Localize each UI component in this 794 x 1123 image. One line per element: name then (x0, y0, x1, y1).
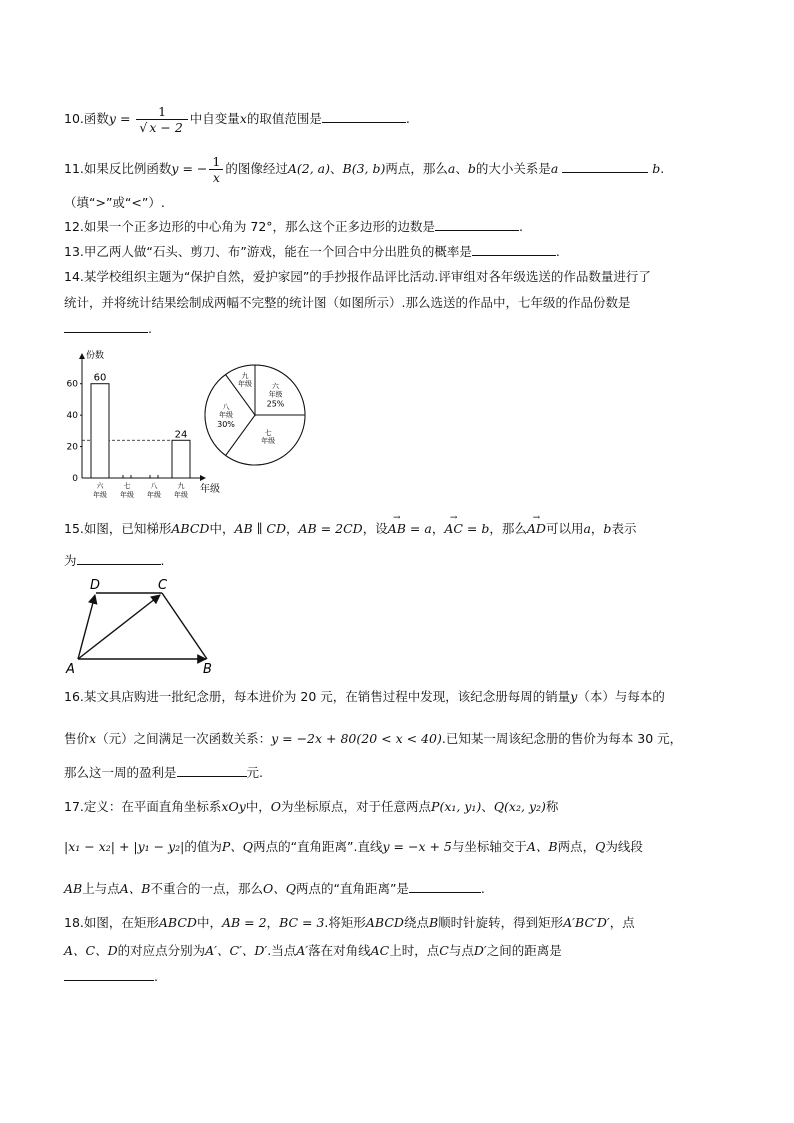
q18-end: . (154, 969, 158, 984)
q16-line2c: .已知某一周该纪念册的售价为每本 30 元， (441, 731, 683, 746)
q15-comma2: ， (431, 521, 445, 536)
q18-line1c: .将矩形 (324, 915, 366, 930)
q17-line3c: 两点的“直角距离”是 (295, 881, 409, 896)
q18-line1b: 中， (196, 915, 222, 930)
q17-PQ: P、Q (221, 839, 254, 854)
x-tick-label: 八 (150, 482, 158, 490)
q15-parallel: ∥ (252, 521, 267, 536)
q11-end: . (660, 161, 665, 176)
x-tick-label: 七 (123, 482, 131, 490)
answer-blank[interactable] (472, 243, 556, 256)
segment-CB (162, 593, 207, 659)
answer-blank[interactable] (322, 110, 406, 123)
q11-eq: = − (178, 161, 208, 176)
pie-percent: 30% (217, 420, 235, 429)
y-axis-arrow (79, 353, 85, 359)
q11-a: a (447, 161, 456, 176)
y-tick-label: 0 (72, 474, 78, 484)
label-C: C (158, 578, 168, 593)
q17-line2e: 为线段 (605, 839, 643, 854)
q17-line2b: 两点的“直角距离”.直线 (253, 839, 383, 854)
q15-post2: 表示 (611, 521, 637, 536)
q11-post: 的大小关系是 (475, 161, 551, 176)
q15-then: ，那么 (489, 521, 527, 536)
question-14-line2 (64, 294, 630, 312)
q11-b2: b (652, 161, 661, 176)
answer-blank[interactable] (562, 160, 648, 173)
question-13 (64, 243, 560, 261)
answer-blank[interactable] (77, 552, 161, 565)
question-17-line1 (64, 798, 558, 816)
q10-x: x (239, 111, 247, 126)
q18-line2e: 上时，点 (389, 943, 440, 958)
q17-AB3: A、B (119, 881, 151, 896)
q11-frac-num: 1 (209, 154, 223, 170)
q18-B: B (428, 915, 439, 930)
q17-line-eq: y = −x + 5 (382, 839, 452, 854)
q11-a2: a (550, 161, 559, 176)
question-17-line3 (64, 880, 485, 898)
q11-frac-den: x (212, 170, 220, 185)
q17-number: 17. (64, 799, 84, 814)
q18-line2a: A、C、D (64, 943, 118, 958)
q17-xOy: xOy (221, 799, 246, 814)
q17-line2c: 与坐标轴交于 (451, 839, 527, 854)
q10-post: 的取值范围是 (246, 111, 322, 126)
pie-label: 年级 (261, 436, 276, 445)
q17-line1b: 中， (245, 799, 271, 814)
vector-AC (78, 595, 160, 659)
q16-x: x (89, 731, 97, 746)
pie-chart (200, 360, 310, 470)
question-18-line3 (64, 968, 158, 986)
question-12 (64, 218, 523, 236)
bar (91, 384, 109, 478)
q18-number: 18. (64, 915, 84, 930)
x-axis-arrow (200, 475, 206, 481)
y-axis-label: 份数 (86, 351, 105, 361)
q17-Q: Q(x₂, y₂) (493, 799, 546, 814)
label-D: D (90, 578, 101, 593)
q15-number: 15. (64, 521, 84, 536)
data-label: 24 (174, 429, 188, 441)
question-11 (64, 154, 664, 185)
q18-line1f: ，点 (609, 915, 635, 930)
q15-comma3: ， (590, 521, 604, 536)
q16-line2b: （元）之间满足一次函数关系： (96, 731, 272, 746)
q18-line2f: 与点 (448, 943, 474, 958)
q17-sep: 、 (481, 799, 494, 814)
question-18-line1 (64, 914, 635, 932)
q10-number: 10. (64, 111, 84, 126)
q15-mid: 中， (209, 521, 235, 536)
pie-label: 八 (222, 403, 230, 411)
q10-text: 函数 (83, 111, 109, 126)
q17-line2d: 两点， (557, 839, 596, 854)
q10-end: . (405, 111, 410, 126)
q15-AB: AB (234, 521, 253, 536)
q17-OQ: O、Q (262, 881, 296, 896)
answer-blank[interactable] (409, 880, 481, 893)
trapezoid-diagram (60, 575, 230, 675)
q18-line1a: 如图，在矩形 (83, 915, 159, 930)
question-14-line1 (64, 268, 651, 286)
q16-number: 16. (64, 689, 84, 704)
q15-a: a (583, 521, 591, 536)
q15-let: ，设 (362, 521, 388, 536)
q14-number: 14. (64, 269, 84, 284)
q10-fraction: $\frac{1}{√ x - 2}$ (136, 104, 187, 135)
q18-ABCD2: ABCD (365, 915, 404, 930)
q16-line2a: 售价 (64, 731, 90, 746)
question-17-line2 (64, 838, 643, 856)
pie-label: 年级 (268, 390, 283, 399)
q15-eq-a: = a (405, 521, 432, 536)
q13-text: 甲乙两人做“石头、剪刀、布”游戏，能在一个回合中分出胜负的概率是 (83, 244, 472, 259)
q17-line3a: 上与点 (82, 881, 120, 896)
answer-blank[interactable] (64, 968, 154, 981)
question-16-line3 (64, 764, 263, 782)
q10-y: y (108, 111, 116, 126)
y-tick-label: 20 (66, 442, 78, 453)
pie-label: 年级 (219, 411, 233, 419)
q16-function: y = −2x + 80(20 < x < 40) (271, 731, 442, 746)
q11-mid2: 两点，那么 (385, 161, 448, 176)
x-axis-label: 年级 (200, 484, 220, 495)
bar (172, 440, 190, 478)
q11-B-coord: (3, b) (351, 161, 386, 176)
vector-AD (78, 595, 95, 659)
q15-comma: ， (286, 521, 299, 536)
q13-end: . (555, 244, 560, 259)
answer-blank[interactable] (64, 320, 148, 333)
q18-pts: A′、C′、D′ (205, 943, 268, 958)
q15-CD: CD (266, 521, 286, 536)
q18-BC: BC = 3 (279, 915, 325, 930)
q16-line3: 那么这一周的盈利是 (64, 765, 177, 780)
x-tick-label: 年级 (147, 491, 161, 499)
q15-vec-AC: → AC (444, 520, 463, 538)
y-tick-label: 40 (66, 411, 78, 422)
q13-number: 13. (64, 244, 84, 259)
x-tick-label: 年级 (174, 491, 188, 499)
q10-eq: = (115, 111, 135, 126)
q15-ABCD: ABCD (171, 521, 210, 536)
question-10 (64, 104, 410, 135)
q11-number: 11. (64, 161, 84, 176)
q18-line2d: 落在对角线 (308, 943, 371, 958)
x-tick-label: 九 (177, 482, 185, 490)
q17-O: O (270, 799, 282, 814)
q17-line3b: 不重合的一点，那么 (150, 881, 263, 896)
q11-A: A (287, 161, 297, 176)
q17-end: . (480, 881, 485, 896)
q15-line2: 为 (64, 553, 77, 568)
pie-label: 九 (241, 372, 249, 381)
label-A: A (66, 662, 75, 675)
pie-label: 六 (272, 382, 280, 391)
q18-rect2: A′BC′D′ (563, 915, 610, 930)
q14-line1: 某学校组织主题为“保护自然，爱护家园”的手抄报作品评比活动.评审组对各年级选送的作品数量进行了 (83, 269, 651, 284)
q16-unit: 元. (246, 765, 263, 780)
q11-y: y (171, 161, 179, 176)
q18-comma: ， (266, 915, 280, 930)
q11-fraction (209, 154, 223, 185)
q18-line1e: 顺时针旋转，得到矩形 (438, 915, 564, 930)
q11-A-coord: (2, a) (296, 161, 330, 176)
q17-AB2: AB (64, 881, 83, 896)
question-15 (64, 520, 636, 538)
question-15-line2 (64, 552, 165, 570)
q15-eq-b: = b (462, 521, 490, 536)
q15-eq1: AB = 2CD (298, 521, 363, 536)
x-tick-label: 六 (96, 482, 104, 490)
q12-number: 12. (64, 219, 84, 234)
question-16-line1 (64, 688, 665, 706)
pie-label: 年级 (237, 380, 252, 389)
q17-Q2: Q (595, 839, 606, 854)
q11-text: 如果反比例函数 (83, 161, 172, 176)
label-B: B (203, 662, 212, 675)
q10-frac-den: x − 2 (149, 120, 183, 135)
q15-end: . (160, 553, 165, 568)
x-tick-label: 年级 (120, 491, 134, 499)
pie-label: 七 (264, 428, 272, 437)
q16-line1b: （本）与每本的 (577, 689, 665, 704)
q11-hint: （填“>”或“<”）. (64, 195, 165, 210)
q15-post: 可以用 (545, 521, 584, 536)
question-18-line2 (64, 942, 562, 960)
q11-B: B (342, 161, 352, 176)
answer-blank[interactable] (435, 218, 519, 231)
q18-AC: AC (370, 943, 390, 958)
question-11-hint (64, 194, 165, 212)
q18-line1d: 绕点 (403, 915, 429, 930)
q18-A2: A′ (296, 943, 309, 958)
data-label: 60 (93, 372, 107, 384)
q18-AB: AB = 2 (221, 915, 267, 930)
q17-line1c: 为坐标原点，对于任意两点 (281, 799, 432, 814)
q18-line2g: 之间的距离是 (486, 943, 562, 958)
q15-vec-AB: → AB (388, 520, 406, 538)
q10-mid: 中自变量 (189, 111, 240, 126)
q11-sep: 、 (329, 161, 343, 176)
question-14-line3 (64, 320, 152, 338)
question-16-line2 (64, 730, 682, 748)
q11-sep2: 、 (455, 161, 468, 176)
x-tick-label: 年级 (93, 491, 107, 499)
q14-end: . (148, 321, 152, 336)
q17-line1a: 定义：在平面直角坐标系 (83, 799, 222, 814)
q18-D2: D′ (473, 943, 487, 958)
q18-line2b: 的对应点分别为 (117, 943, 206, 958)
q17-distance-formula: |x₁ − x₂| + |y₁ − y₂| (64, 839, 185, 854)
q16-line1: 某文具店购进一批纪念册，每本进价为 20 元，在销售过程中发现，该纪念册每周的销量 (83, 689, 571, 704)
q17-line1d: 称 (545, 799, 559, 814)
q15-b: b (603, 521, 612, 536)
q11-b: b (467, 161, 476, 176)
q18-C: C (439, 943, 449, 958)
q17-line2a: 的值为 (184, 839, 222, 854)
q12-end: . (519, 219, 524, 234)
y-tick-label: 60 (66, 379, 78, 390)
q15-vec-AD: → AD (527, 520, 546, 538)
q17-AB: A、B (526, 839, 558, 854)
q15-pre: 如图，已知梯形 (83, 521, 172, 536)
q11-mid: 的图像经过 (225, 161, 288, 176)
q16-y: y (570, 689, 578, 704)
pie-percent: 25% (266, 399, 285, 409)
answer-blank[interactable] (177, 764, 247, 777)
q18-line2c: .当点 (267, 943, 297, 958)
q17-P: P(x₁, y₁) (431, 799, 482, 814)
q10-frac-num: 1 (136, 104, 187, 120)
q18-ABCD: ABCD (158, 915, 197, 930)
q14-line2: 统计，并将统计结果绘制成两幅不完整的统计图（如图所示）.那么选送的作品中，七年级的作品份数是 (64, 295, 631, 310)
q12-text: 如果一个正多边形的中心角为 72°，那么这个正多边形的边数是 (83, 219, 436, 234)
